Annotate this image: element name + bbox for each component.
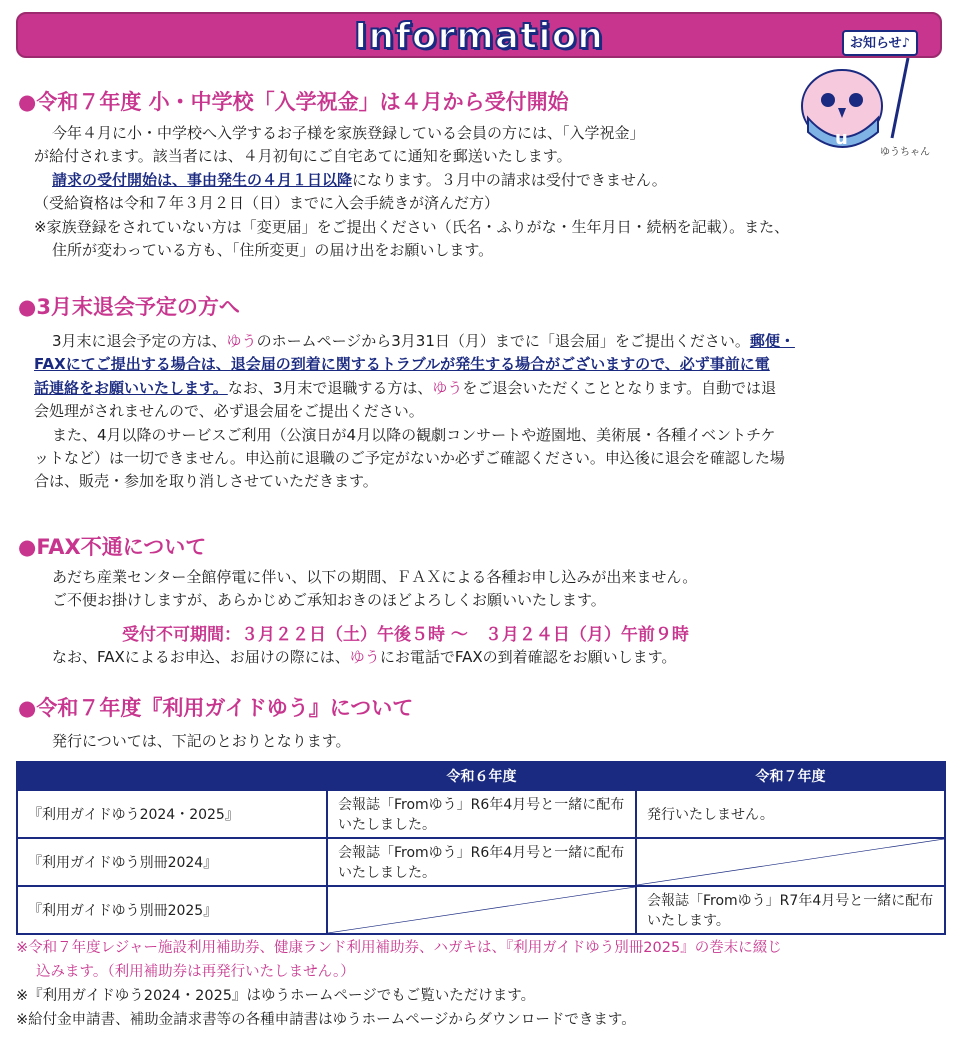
- table-cell-empty: [327, 886, 636, 934]
- text-line: [34, 169, 924, 192]
- yu-brand: ゆう: [432, 378, 463, 397]
- table-cell: 『利用ガイドゆう別冊2024』: [17, 838, 327, 886]
- yu-brand: ゆう: [226, 332, 257, 350]
- banner-title: Information: [354, 16, 604, 57]
- info-banner: [16, 12, 942, 58]
- guide-table: [16, 761, 946, 935]
- table-cell: 会報誌「Fromゆう」R6年4月号と一緒に配布いたしました。: [327, 838, 636, 886]
- table-cell-empty: [636, 838, 945, 886]
- text-line: ご不便お掛けしますが、あらかじめご承知おきのほどよろしくお願いいたします。: [52, 591, 606, 610]
- section-heading-fax: ●FAX不通について: [18, 535, 207, 559]
- section-heading-withdrawal: ●3月末退会予定の方へ: [18, 295, 240, 319]
- section-body-withdrawal: [34, 330, 924, 494]
- text-span: になります。３月中の請求は受付できません。: [352, 170, 667, 189]
- table-cell: 発行いたしません。: [636, 790, 945, 838]
- section-heading-entrance-gift: ●令和７年度 小・中学校「入学祝金」は４月から受付開始: [18, 90, 569, 114]
- footnotes: [16, 936, 946, 1032]
- text-line: が給付されます。該当者には、４月初旬にご自宅あてに通知を郵送いたします。: [34, 147, 572, 166]
- text-span: のホームページから3月31日（月）までに「退会届」をご提出ください。: [256, 332, 750, 350]
- diagonal-line: [637, 839, 944, 885]
- text-line: ットなど）は一切できません。申込前に退職のご予定がないか必ずご確認ください。申込後に退会を確認した場: [34, 449, 785, 468]
- footnote: ※給付金申請書、補助金請求書等の各種申請書はゆうホームページからダウンロードできます。: [16, 1012, 636, 1028]
- text-line: ※家族登録をされていない方は「変更届」をご提出ください（氏名・ふりがな・生年月日・続柄を記載）。また、: [34, 217, 790, 236]
- section-body-entrance-gift: [34, 122, 924, 262]
- footnote: ※令和７年度レジャー施設利用補助券、健康ランド利用補助券、ハガキは、『利用ガイドゆう別冊2025』の巻末に綴じ: [16, 940, 782, 956]
- text-line: 会処理がされませんので、必ず退会届をご提出ください。: [34, 402, 424, 421]
- table-cell: 会報誌「Fromゆう」R7年4月号と一緒に配布いたします。: [636, 886, 945, 934]
- emphasis-text: FAXにてご提出する場合は、退会届の到着に関するトラブルが発生する場合がございますので、必ず事前に電: [34, 355, 770, 374]
- table-header: [17, 762, 327, 790]
- table-header-row: [17, 762, 945, 790]
- text-line: 今年４月に小・中学校へ入学するお子様を家族登録している会員の方には、「入学祝金」: [52, 124, 645, 142]
- emphasis-text: 請求の受付開始は、事由発生の４月１日以降: [52, 170, 353, 189]
- table-header: 令和７年度: [636, 762, 945, 790]
- svg-text:u: u: [835, 128, 848, 149]
- section-body-fax: [52, 566, 942, 613]
- diagonal-line: [328, 887, 635, 933]
- table-header: 令和６年度: [327, 762, 636, 790]
- footnote: ※『利用ガイドゆう2024・2025』はゆうホームページでもご覧いただけます。: [16, 988, 536, 1004]
- text-span: なお、3月末で退職する方は、: [227, 378, 433, 397]
- text-span: 3月末に退会予定の方は、: [52, 332, 227, 350]
- table-row: [17, 886, 945, 934]
- emphasis-text: 話連絡をお願いいたします。: [34, 378, 228, 397]
- text-line: [52, 646, 942, 669]
- text-line: 住所が変わっている方も、「住所変更」の届け出をお願いします。: [52, 241, 494, 260]
- text-span: をご退会いただくこととなります。自動では退: [462, 378, 777, 397]
- text-span: にお電話でFAXの到着確認をお願いします。: [379, 648, 677, 666]
- notice-badge: お知らせ♪: [842, 30, 918, 56]
- text-line: （受給資格は令和７年３月２日（日）までに入会手続きが済んだ方）: [34, 194, 500, 213]
- text-line: また、4月以降のサービスご利用（公演日が4月以降の観劇コンサートや遊園地、美術展・各種イベントチケ: [52, 425, 776, 444]
- text-line: あだち産業センター全館停電に伴い、以下の期間、ＦＡＸによる各種お申し込みが出来ません。: [52, 568, 698, 586]
- section-intro-guide: [52, 730, 942, 753]
- section-body-fax-note: [52, 646, 942, 669]
- text-line: [34, 353, 924, 376]
- text-line: [34, 330, 924, 353]
- text-line: 合は、販売・参加を取り消しさせていただきます。: [34, 472, 378, 491]
- footnote: 込みます。（利用補助券は再発行いたしません。）: [36, 964, 355, 980]
- mascot-name: ゆうちゃん: [880, 147, 930, 158]
- table-cell: 『利用ガイドゆう別冊2025』: [17, 886, 327, 934]
- section-heading-guide: ●令和７年度『利用ガイドゆう』について: [18, 696, 414, 720]
- text-line: 発行については、下記のとおりとなります。: [52, 732, 351, 750]
- text-line: [34, 377, 924, 400]
- yu-brand: ゆう: [349, 648, 380, 666]
- table-row: [17, 790, 945, 838]
- text-span: なお、FAXによるお申込、お届けの際には、: [52, 648, 350, 666]
- table-cell: 会報誌「Fromゆう」R6年4月号と一緒に配布いたしました。: [327, 790, 636, 838]
- fax-outage-period: 受付不可期間：３月２２日（土）午後５時 ～ ３月２４日（月）午前９時: [122, 625, 689, 645]
- emphasis-text: 郵便・: [749, 332, 795, 350]
- table-row: [17, 838, 945, 886]
- table-cell: 『利用ガイドゆう2024・2025』: [17, 790, 327, 838]
